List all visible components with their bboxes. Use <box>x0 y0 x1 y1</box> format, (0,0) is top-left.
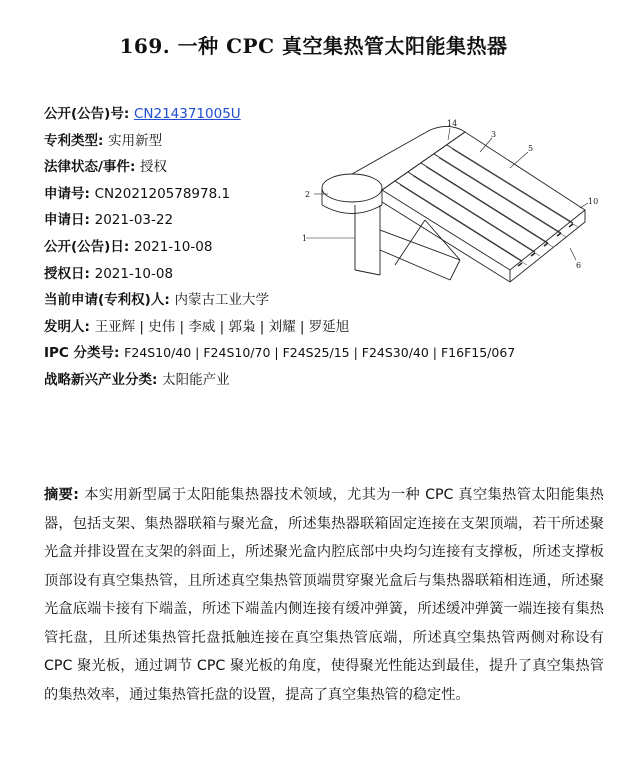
figure-label-1: 1 <box>302 234 308 243</box>
industry-label: 战略新兴产业分类 <box>44 371 152 388</box>
app-date-value: 2021-03-22 <box>94 212 174 229</box>
meta-row-app-no: 申请号: CN202120578978.1 <box>44 185 231 202</box>
applicant-label: 当前申请(专利权)人 <box>44 292 165 309</box>
figure-label-10: 10 <box>588 197 599 206</box>
meta-row-pub-date: 公开(公告)日: 2021-10-08 <box>44 238 213 255</box>
abstract-text: 本实用新型属于太阳能集热器技术领域，尤其为一种 CPC 真空集热管太阳能集热器，包括支架、集热器联箱与聚光盒，所述集热器联箱固定连接在支架顶端，若干所述聚光盒并排设置在支架的斜面上，所述聚光盒内腔底部中央均匀连接有支撑板，所述支撑板顶部设有真空集热管，且所述真空集热管顶端贯穿聚光盒后与集热器联箱相连通，所述聚光盒底端卡接有下端盖，所述下端盖内侧连接有缓冲弹簧，所述缓冲弹簧一端连接有集热管托盘，且所述集热管托盘抵触连接在真空集热管底端，所述真空集热管两侧对称设有 CPC 聚光板，通过调节 CPC 聚光板的角度，使得聚光性能达到最佳，提升了真空集热管的集热效率，通过集热管托盘的设置，提高了真空集热管的稳定性。 <box>44 487 604 703</box>
meta-row-legal-status: 法律状态/事件: 授权 <box>44 159 168 176</box>
ipc-label: IPC 分类号 <box>44 345 115 362</box>
industry-value: 太阳能产业 <box>162 371 230 388</box>
figure-label-5: 5 <box>528 144 534 153</box>
pub-no-label: 公开(公告)号 <box>44 106 124 122</box>
patent-type-label: 专利类型 <box>44 132 98 149</box>
patent-type-value: 实用新型 <box>108 132 163 149</box>
meta-row-app-date: 申请日: 2021-03-22 <box>44 212 174 229</box>
pub-date-label: 公开(公告)日 <box>44 238 124 255</box>
pub-no-link[interactable]: CN214371005U <box>133 106 241 122</box>
grant-date-label: 授权日 <box>44 265 85 282</box>
legal-status-label: 法律状态/事件 <box>44 159 130 176</box>
abstract-label: 摘要 <box>44 487 74 503</box>
meta-row-grant-date: 授权日: 2021-10-08 <box>44 265 174 282</box>
page-title: 169. 一种 CPC 真空集热管太阳能集热器 <box>119 34 508 58</box>
figure-label-3: 3 <box>491 130 497 139</box>
figure-label-14: 14 <box>447 119 458 128</box>
meta-row-applicant: 当前申请(专利权)人: 内蒙古工业大学 <box>44 292 269 309</box>
app-date-label: 申请日 <box>44 212 85 229</box>
ipc-value: F24S10/40 | F24S10/70 | F24S25/15 | F24S30/40 | F16F15/067 <box>124 345 516 361</box>
patent-drawing <box>300 110 605 310</box>
app-no-label: 申请号 <box>44 185 85 202</box>
inventors-value: 王亚辉 | 史伟 | 李威 | 郭枭 | 刘耀 | 罗延旭 <box>94 318 350 335</box>
pub-date-value: 2021-10-08 <box>133 238 213 255</box>
inventors-label: 发明人 <box>44 318 85 335</box>
legal-status-value: 授权 <box>140 159 168 176</box>
meta-row-pub-no: 公开(公告)号: CN214371005U <box>44 106 241 122</box>
abstract-section: 摘要: 本实用新型属于太阳能集热器技术领域，尤其为一种 CPC 真空集热管太阳能集热器，包括支架、集热器联箱与聚光盒，所述集热器联箱固定连接在支架顶端，若干所述聚光盒并排设置在支架的斜面上，所述聚光盒内腔底部中央均匀连接有支撑板，所述支撑板顶部设有真空集热管，且所述真空集热管顶端贯穿聚光盒后与集热器联箱相连通，所述聚光盒底端卡接有下端盖，所述下端盖内侧连接有缓冲弹簧，所述缓冲弹簧一端连接有集热管托盘，且所述集热管托盘抵触连接在真空集热管底端，所述真空集热管两侧对称设有 CPC 聚光板，通过调节 CPC 聚光板的角度，使得聚光性能达到最佳，提升了真空集热管的集热效率，通过集热管托盘的设置，提高了真空集热管的稳定性。 <box>44 487 604 703</box>
figure-label-2: 2 <box>305 190 311 199</box>
meta-row-ipc: IPC 分类号: F24S10/40 | F24S10/70 | F24S25/15 | F24S30/40 | F16F15/067 <box>44 345 516 362</box>
applicant-value: 内蒙古工业大学 <box>174 292 269 309</box>
meta-row-industry: 战略新兴产业分类: 太阳能产业 <box>44 371 230 388</box>
app-no-value: CN202120578978.1 <box>94 185 231 202</box>
figure-label-6: 6 <box>576 261 582 270</box>
grant-date-value: 2021-10-08 <box>94 265 174 282</box>
meta-row-patent-type: 专利类型: 实用新型 <box>44 132 163 149</box>
meta-row-inventors: 发明人: 王亚辉 | 史伟 | 李威 | 郭枭 | 刘耀 | 罗延旭 <box>44 318 350 335</box>
